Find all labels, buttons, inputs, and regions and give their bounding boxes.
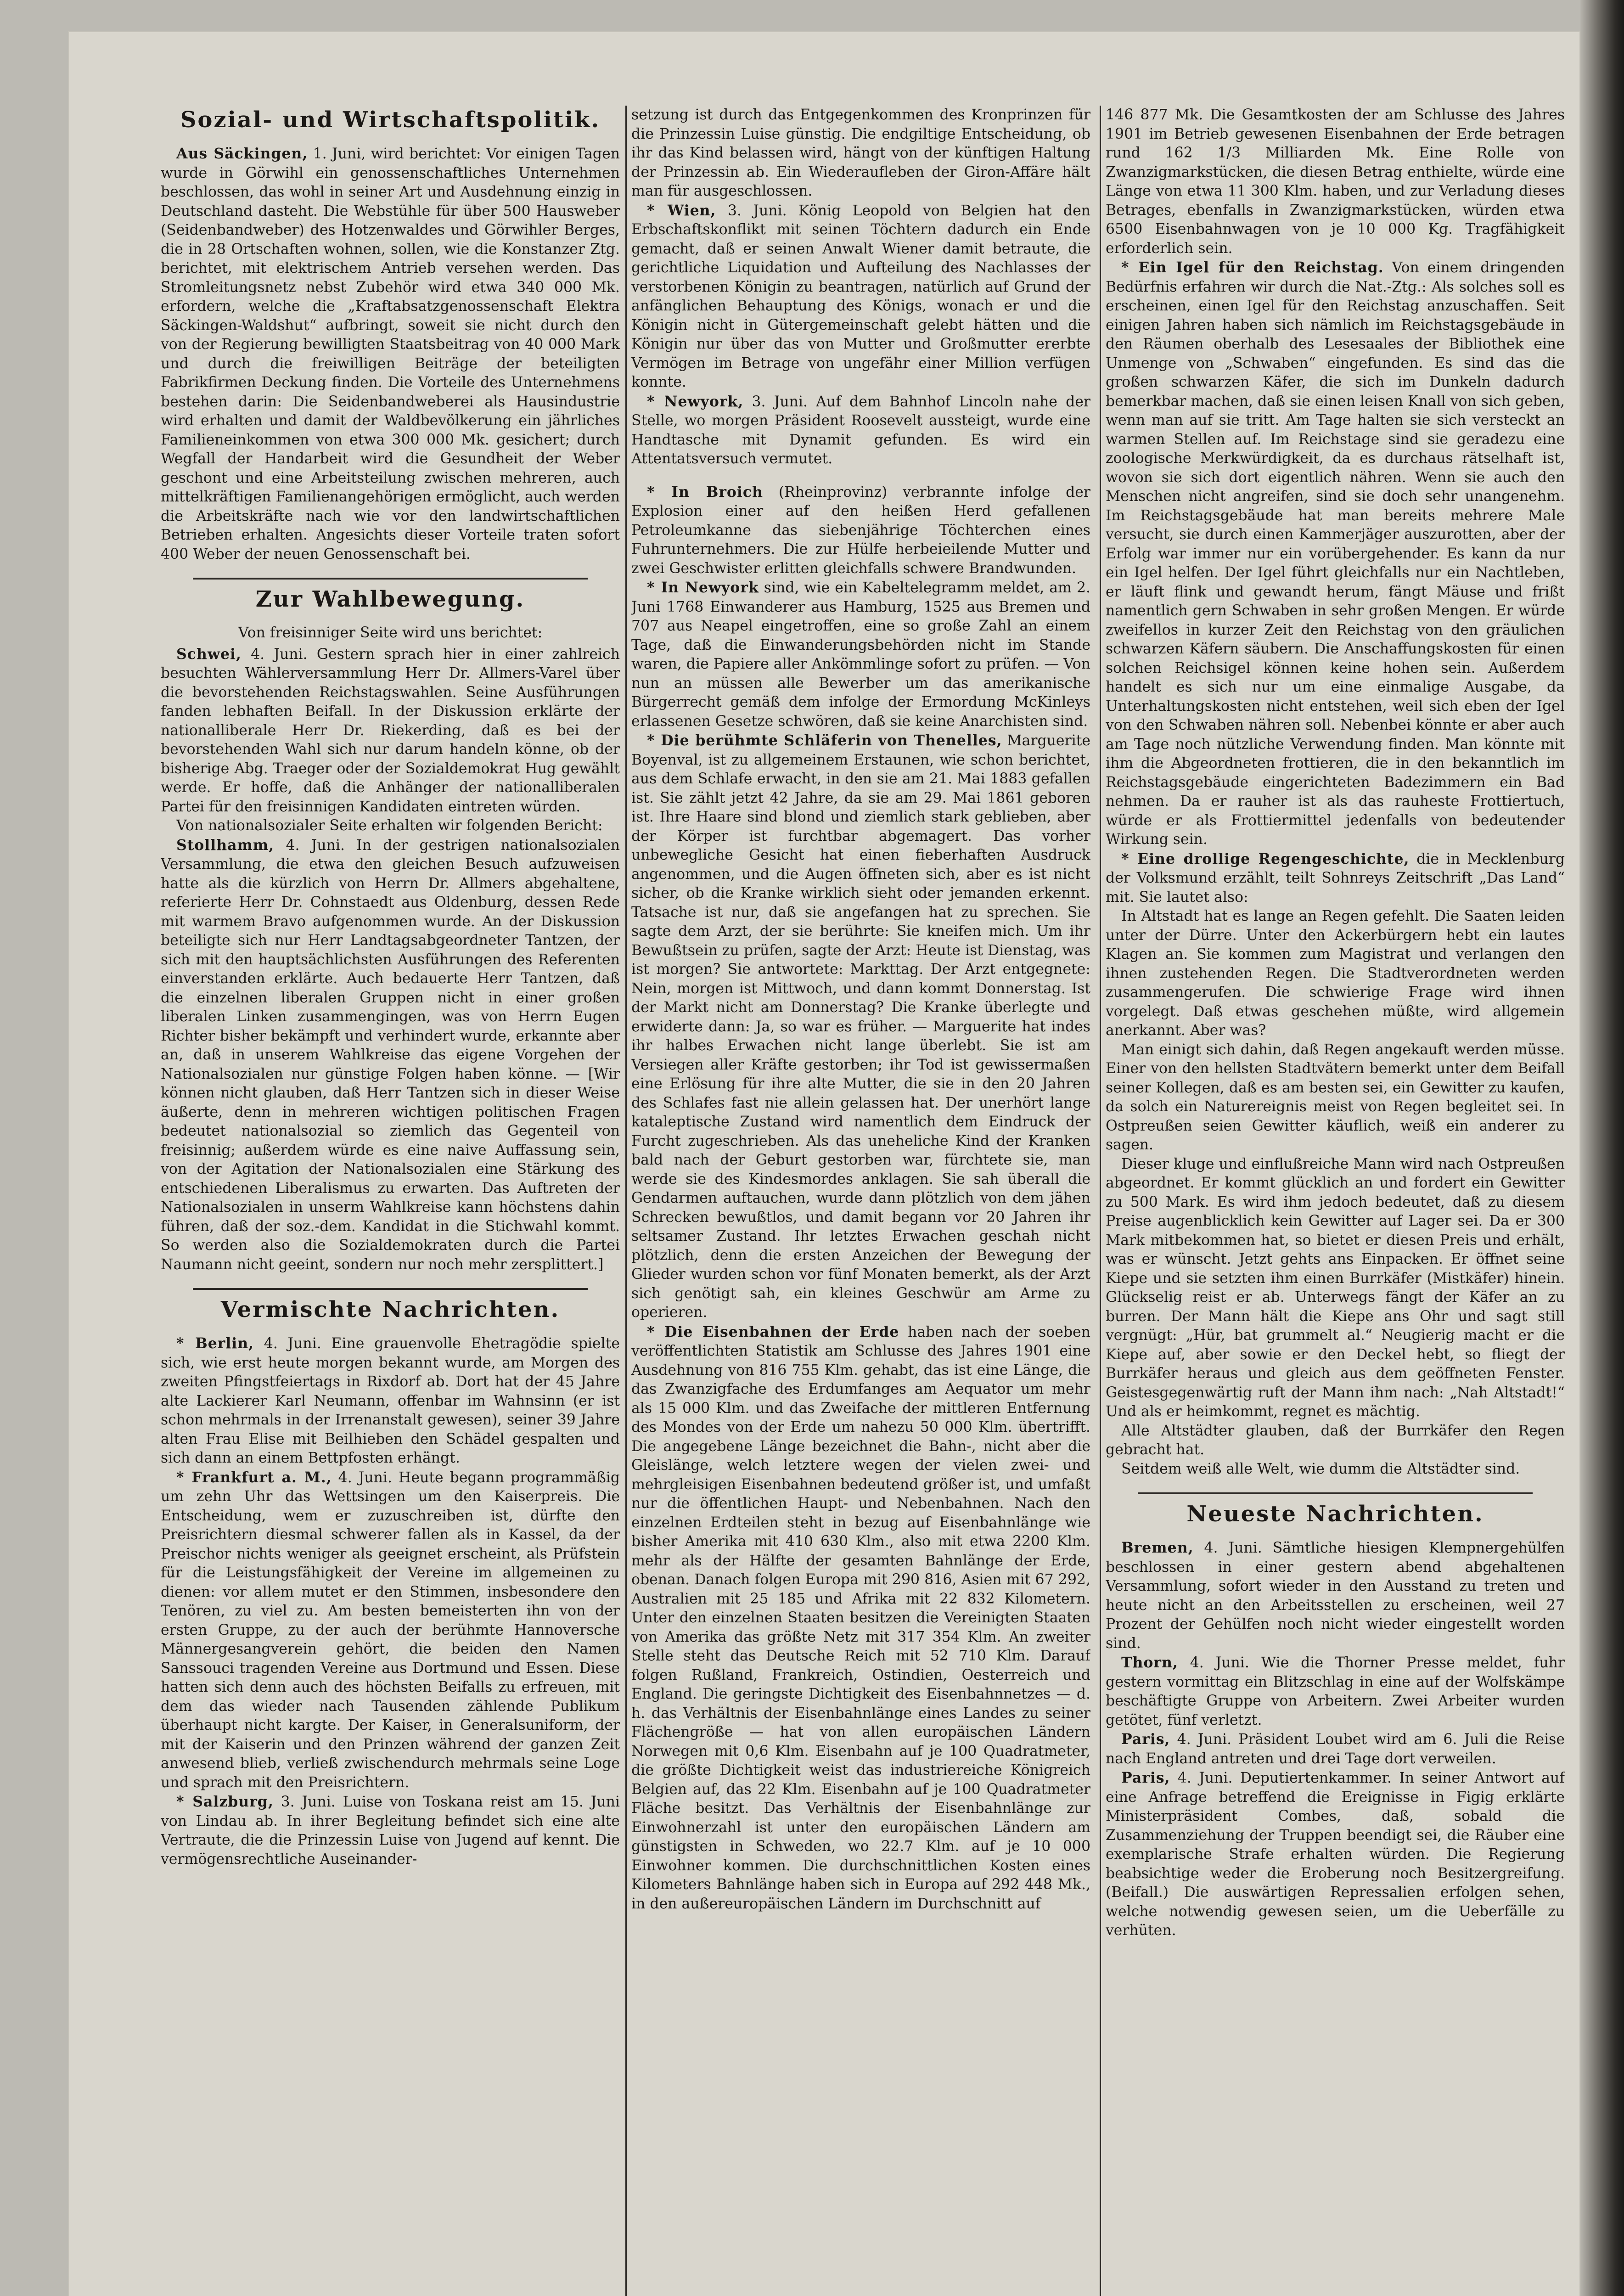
article-dateline: * Salzburg, — [176, 1793, 274, 1810]
article-text: Von nationalsozialer Seite erhalten wir folgenden Bericht: — [176, 817, 603, 834]
article-dateline: * Eine drollige Regengeschichte, — [1121, 850, 1410, 867]
article-dateline: * Die Eisenbahnen der Erde — [647, 1323, 899, 1340]
column-rule — [1100, 106, 1101, 2296]
article-dateline: Paris, — [1121, 1769, 1170, 1786]
article — [1106, 850, 1565, 907]
article — [1106, 1730, 1565, 1768]
article-dateline: Aus Säckingen, — [176, 145, 308, 162]
article — [1106, 1041, 1565, 1155]
article — [161, 1334, 620, 1468]
article-text: 3. Juni. König Leopold von Belgien hat den Erbschaftskonflikt mit seinen Töchtern dadurch ein Ende gemacht, daß er seinen Anwalt Wiener damit betraute, die gerichtliche Liquidation und Aufteilung des Nachlasses der verstorbenen Königin zu beantragen, natürlich auf Grund der anfänglichen Behauptung des Königs, wonach er und die Königin nicht in Gütergemeinschaft gelebt hätten und die Königin nur über das von Mutter und Großmutter ererbte Vermögen im Betrage von ungefähr einer Million verfügen konnte. — [631, 202, 1090, 390]
article — [1106, 1422, 1565, 1460]
article-text: 4. Juni. Sämtliche hiesigen Klempnergehülfen beschlossen in einer gestern abend abgehaltenen Versammlung, sofort wieder in den Ausstand zu treten und heute nicht an den Arbeitsstellen zu erscheinen, weil 27 Prozent der Gehülfen noch nicht wieder eingestellt worden sind. — [1106, 1540, 1565, 1652]
column-3 — [1106, 106, 1565, 2296]
article-text: Seitdem weiß alle Welt, wie dumm die Altstädter sind. — [1121, 1460, 1520, 1477]
article-text: Alle Altstädter glauben, daß der Burrkäfer den Regen gebracht hat. — [1106, 1422, 1565, 1458]
section-intro: Von freisinniger Seite wird uns berichtet: — [238, 625, 543, 641]
article-text: 4. Juni. Präsident Loubet wird am 6. Juli die Reise nach England antreten und drei Tage dort verweilen. — [1106, 1731, 1565, 1767]
article — [161, 645, 620, 817]
article — [1106, 1538, 1565, 1653]
article — [161, 1792, 620, 1869]
book-spine-shadow — [1580, 0, 1624, 2296]
article-text: Man einigt sich dahin, daß Regen angekauft werden müsse. Einer von den hellsten Stadtvätern bemerkt unter dem Beifall seiner Kollegen, daß es am besten sei, ein Gewitter zu kaufen, da solch ein Naturereignis meist von Regen begleitet sei. In Ostpreußen seien Gewitter käuflich, weiß ein anderer zu sagen. — [1106, 1041, 1565, 1153]
article-dateline: * Ein Igel für den Reichstag. — [1121, 259, 1384, 276]
article-text: 4. Juni. In der gestrigen nationalsozialen Versammlung, die etwa den gleichen Besuch aufzuweisen hatte als die kürzlich von Herrn Dr. Allmers abgehaltene, referierte Herr Dr. Cohnstaedt aus Oldenburg, dessen Rede mit warmem Bravo aufgenommen wurde. An der Diskussion beteiligte sich nur Herr Landtagsabgeordneter Tantzen, der sich mit den hauptsächlichsten Ausführungen des Referenten einverstanden erklärte. Auch bedauerte Herr Tantzen, daß die einzelnen liberalen Gruppen nicht in einer großen liberalen Linken zusammengingen, was von Herrn Eugen Richter bisher bekämpft und verhindert wurde, erkannte aber an, daß in unserem Wahlkreise das eigene Vorgehen der Nationalsozialen nur günstige Folgen haben könne. — [Wir können nicht glauben, daß Herr Tantzen sich in dieser Weise äußerte, denn in mehreren wichtigen politischen Fragen bedeutet nationalsozial so ziemlich das Gegenteil von freisinnig; außerdem würde es eine naive Auffassung sein, von der Agitation der Nationalsozialen eine Stärkung des entschiedenen Liberalismus zu erwarten. Das Auftreten der Nationalsozialen in unserm Wahlkreise kann höchstens dahin führen, daß der soz.-dem. Kandidat in die Stichwahl kommt. So werden also die Sozialdemokraten durch die Partei Naumann nicht geeint, sondern nur noch mehr zersplittert.] — [161, 837, 620, 1273]
section-title: Sozial- und Wirtschaftspolitik. — [180, 107, 601, 133]
article-dateline: Bremen, — [1121, 1539, 1194, 1556]
article — [631, 1322, 1090, 1914]
article-dateline: * Die berühmte Schläferin von Thenelles, — [647, 732, 1002, 749]
article-text: haben nach der soeben veröffentlichten Statistik am Schlusse des Jahres 1901 eine Ausdehnung von 816 755 Klm. gehabt, das ist eine Länge, die das Zwanzigfache des Erdumfanges am Aequator um mehr als 15 000 Klm. und das Zweifache der mittleren Entfernung des Mondes von der Erde um nahezu 50 000 Klm. übertrifft. Die angegebene Länge bezeichnet die Bahn-, nicht aber die Gleislänge, welch letztere wegen der vielen zwei- und mehrgleisigen Eisenbahnen bedeutend größer ist, und umfaßt nur die öffentlichen Haupt- und Nebenbahnen. Nach den einzelnen Erdteilen steht in bezug auf Eisenbahnlänge wie bisher Amerika mit 410 630 Klm., also mit etwa 2200 Klm. mehr als der Hälfte der gesamten Bahnlänge der Erde, obenan. Danach folgen Europa mit 290 816, Asien mit 67 292, Australien mit 25 185 und Afrika mit 22 832 Kilometern. Unter den einzelnen Staaten besitzen die Vereinigten Staaten von Amerika das größte Netz mit 317 354 Klm. An zweiter Stelle steht das Deutsche Reich mit 52 710 Klm. Darauf folgen Rußland, Frankreich, Ostindien, Oesterreich und England. Die geringste Dichtigkeit des Eisenbahnnetzes — d. h. das Verhältnis der Eisenbahnlänge eines Landes zu seiner Flächengröße — hat von allen europäischen Ländern Norwegen mit 0,6 Klm. Eisenbahn auf je 100 Quadratmeter, die größte Dichtigkeit weist das industriereiche Königreich Belgien auf, das 22 Klm. Eisenbahn auf je 100 Quadratmeter Fläche besitzt. Das Verhältnis der Eisenbahnlänge zur Einwohnerzahl ist unter den europäischen Ländern am günstigsten in Schweden, wo 22.7 Klm. auf je 10 000 Einwohner kommen. Die durchschnittlichen Kosten eines Kilometers Bahnlänge haben sich in Europa auf 292 448 Mk., in den außereuropäischen Ländern im Durchschnitt auf — [631, 1323, 1090, 1912]
article-text: 1. Juni, wird berichtet: Vor einigen Tagen wurde in Görwihl ein genossenschaftliches Unternehmen beschlossen, das wohl in seiner Art und Ausdehnung einzig in Deutschland dasteht. Die Webstühle für über 500 Hausweber (Seidenbandweber) des Hotzenwaldes und Görwihler Berges, die in 28 Ortschaften wohnen, sollen, wie die Konstanzer Ztg. berichtet, mit elektrischem Antrieb versehen werden. Das Stromleitungsnetz nebst Zubehör wird etwa 340 000 Mk. erfordern, welche die „Kraftabsatzgenossenschaft Elektra Säckingen-Waldshut“ aufbringt, soweit sie nicht durch den von der Regierung bewilligten Staatsbeitrag von 40 000 Mark und durch die freiwilligen Beiträge der beteiligten Fabrikfirmen Deckung finden. Die Vorteile des Unternehmens bestehen darin: Die Seidenbandweberei als Hausindustrie wird erhalten und damit der Waldbevölkerung ein jährliches Familieneinkommen von etwa 300 000 Mk. gesichert; durch Wegfall der Handarbeit wird die Gesundheit der Weber geschont und eine Arbeitsteilung zwischen mehreren, auch mittelkräftigen Familienangehörigen ermöglicht, auch werden die Arbeitskräfte nach wie vor den landwirtschaftlichen Betrieben erhalten. Angesichts dieser Vorteile traten sofort 400 Weber der neuen Genossenschaft bei. — [161, 146, 620, 563]
section-title: Vermischte Nachrichten. — [220, 1297, 560, 1322]
article-dateline: * Berlin, — [176, 1335, 254, 1352]
article-text: (Rheinprovinz) verbrannte infolge der Explosion einer auf den heißen Herd gefallenen Petroleumkanne das siebenjährige Töchterchen eines Fuhrunternehmers. Die zur Hülfe herbeieilende Mutter und zwei Geschwister erlitten gleichfalls schwere Brandwunden. — [631, 484, 1090, 577]
article-dateline: * In Broich — [647, 483, 763, 501]
article-text: In Altstadt hat es lange an Regen gefehlt. Die Saaten leiden unter der Dürre. Unter den Ackerbürgern hebt ein lautes Klagen an. Sie kommen zum Magistrat und verlangen den ihnen zustehenden Regen. Die Stadtverordneten werden zusammengerufen. Die schwierige Frage wird ihnen vorgelegt. Daß etwas geschehen müßte, wird allgemein anerkannt. Aber was? — [1106, 908, 1565, 1039]
article — [631, 392, 1090, 469]
article — [161, 1468, 620, 1793]
article-dateline: * Newyork, — [647, 393, 744, 410]
column-2 — [631, 106, 1090, 2296]
article-text: 4. Juni. Gestern sprach hier in einer zahlreich besuchten Wählerversammlung Herr Dr. Allmers-Varel über die bevorstehenden Reichstagswahlen. Seine Ausführungen fanden lebhaften Beifall. In der Diskussion erklärte der nationalliberale Herr Dr. Riekerding, daß es bei der bevorstehenden Wahl sich nur darum handeln könne, ob der bisherige Abg. Traeger oder der Sozialdemokrat Hug gewählt werde. Er hoffe, daß die Anhänger der nationalliberalen Partei für den freisinnigen Kandidaten eintreten würden. — [161, 646, 620, 815]
article-text: sind, wie ein Kabeltelegramm meldet, am 2. Juni 1768 Einwanderer aus Hamburg, 1525 aus Bremen und 707 aus Neapel eingetroffen, eine so große Zahl an einem Tage, daß die Einwanderungsbehörden nicht im Stande waren, die Papiere aller Ankömmlinge sofort zu prüfen. — Von nun an müssen alle Bewerber um das amerikanische Bürgerrecht gemäß dem infolge der Ermordung McKinleys erlassenen Gesetze schwören, daß sie keine Anarchisten sind. — [631, 580, 1090, 730]
article — [161, 144, 620, 564]
article-dateline: Paris, — [1121, 1731, 1170, 1748]
article — [1106, 1768, 1565, 1941]
article — [1106, 1155, 1565, 1422]
article-dateline: * Frankfurt a. M., — [176, 1469, 332, 1486]
newspaper-page — [69, 32, 1579, 2296]
section-title: Neueste Nachrichten. — [1186, 1501, 1484, 1527]
article — [631, 731, 1090, 1322]
section-divider — [1138, 1492, 1533, 1494]
article-text: 3. Juni. Luise von Toskana reist am 15. Juni von Lindau ab. In ihrer Begleitung befindet sich eine alte Vertraute, die die Prinzessin Luise von Jugend auf kennt. Die vermögensrechtliche Auseinander- — [161, 1794, 620, 1868]
article-dateline: Schwei, — [176, 645, 242, 663]
article-text: Marguerite Boyenval, ist zu allgemeinem Erstaunen, wie schon berichtet, aus dem Schlafe erwacht, in den sie am 21. Mai 1883 gefallen ist. Sie zählt jetzt 42 Jahre, da sie am 29. Mai 1861 geboren ist. Ihre Haare sind blond und ziemlich stark geblieben, aber der Körper ist furchtbar abgemagert. Das vorher unbewegliche Gesicht hat einen fieberhaften Ausdruck angenommen, und die Augen öffneten sich, aber es ist nicht sicher, ob die Kranke wirklich sieht oder jemanden erkennt. Tatsache ist nur, daß sie angefangen hat zu sprechen. Sie sagte dem Arzt, der sie berührte: Sie kneifen mich. Um ihr Bewußtsein zu prüfen, sagte der Arzt: Heute ist Dienstag, was ist morgen? Sie antwortete: Markttag. Der Arzt entgegnete: Nein, morgen ist Mittwoch, und dann kommt Donnerstag. Ist der Markt nicht am Donnerstag? Die Kranke überlegte und erwiderte dann: Ja, so war es früher. — Marguerite hat indes ihr halbes Erwachen nicht lange überlebt. Sie ist am Versiegen aller Kräfte gestorben; ihr Tod ist gewissermaßen eine Erlösung für ihre alte Mutter, die sie in den 20 Jahren des Schlafes fast nie allein gelassen hat. Der unerhört lange kataleptische Zustand wird namentlich dem Eindruck der Furcht zugeschrieben. Als das uneheliche Kind der Kranken bald nach der Geburt gestorben war, fürchtete sie, man werde sie des Kindesmordes anklagen. Sie sah überall die Gendarmen auftauchen, wurde dann plötzlich von dem jähen Schrecken bewußtlos, und damit begann vor 20 Jahren ihr seltsamer Zustand. Ihr letztes Erwachen geschah nicht plötzlich, denn die ersten Anzeichen der Bewegung der Glieder wurden schon vor fünf Monaten bemerkt, als der Arzt sich genötigt sah, ein kleines Geschwür am Arme zu operieren. — [631, 732, 1090, 1321]
column-rule — [625, 106, 627, 2296]
article — [631, 106, 1090, 201]
article — [631, 483, 1090, 579]
article — [1106, 258, 1565, 850]
article-dateline: * In Newyork — [647, 579, 759, 596]
article-text: 146 877 Mk. Die Gesamtkosten der am Schlusse des Jahres 1901 im Betrieb gewesenen Eisenbahnen der Erde betragen rund 162 1/3 Milliarden Mk. Eine Rolle von Zwanzigmarkstücken, die diesen Betrag enthielte, würde eine Länge von etwa 11 300 Klm. haben, und zur Verladung dieses Betrages, ebenfalls in Zwanzigmarkstücken, würden etwa 6500 Eisenbahnwagen von je 10 000 Kg. Tragfähigkeit erforderlich sein. — [1106, 107, 1565, 257]
article — [631, 578, 1090, 731]
article-text: 4. Juni. Deputiertenkammer. In seiner Antwort auf eine Anfrage betreffend die Ereignisse in Figig erklärte Ministerpräsident Combes, daß, sobald die Zusammenziehung der Truppen beendigt sei, die Räuber eine exemplarische Strafe erhalten würden. Die Regierung beabsichtige weder die Eroberung noch Besitzergreifung. (Beifall.) Die auswärtigen Repressalien erfolgen sehen, welche notwendig gewesen seien, um die Ueberfälle zu verhüten. — [1106, 1770, 1565, 1939]
article — [1106, 1653, 1565, 1730]
article-dateline: Stollhamm, — [176, 836, 275, 854]
section-divider — [193, 1288, 588, 1290]
section-title: Zur Wahlbewegung. — [255, 586, 525, 612]
article-text: die in Mecklenburg der Volksmund erzählt, teilt Sohnreys Zeitschrift „Das Land“ mit. Sie lautet also: — [1106, 850, 1565, 906]
section-divider — [193, 578, 588, 580]
article — [161, 836, 620, 1275]
article-dateline: * Wien, — [647, 202, 716, 219]
column-1 — [161, 106, 620, 2296]
article-text: 4. Juni. Eine grauenvolle Ehetragödie spielte sich, wie erst heute morgen bekannt wurde, am Morgen des zweiten Pfingstfeiertags in Rixdorf ab. Dort hat der 45 Jahre alte Lackierer Karl Neumann, offenbar im Wahnsinn (er ist schon mehrmals in der Irrenanstalt gewesen), seiner 39 Jahre alten Frau Elise mit Beilhieben den Schädel gespalten und sich dann an einem Bettpfosten erhängt. — [161, 1335, 620, 1466]
article — [161, 816, 620, 836]
article-text: setzung ist durch das Entgegenkommen des Kronprinzen für die Prinzessin Luise günstig. Die endgiltige Entscheidung, ob ihr das Kind belassen wird, hängt von der künftigen Haltung der Prinzessin ab. Ein Wiederaufleben der Giron-Affäre hält man für ausgeschlossen. — [631, 107, 1090, 199]
article-text: Von einem dringenden Bedürfnis erfahren wir durch die Nat.-Ztg.: Als solches soll es erscheinen, einen Igel für den Reichstag anzuschaffen. Seit einigen Jahren haben sich nämlich im Reichstagsgebäude in den Räumen oberhalb des Lesesaales der Bibliothek eine Unmenge von „Schwaben“ eingefunden. Es sind das die großen schwarzen Käfer, die sich im Dunkeln dadurch bemerkbar machen, daß sie einen leisen Knall von sich geben, wenn man auf sie tritt. Am Tage halten sie sich versteckt an warmen Stellen auf. Im Reichstage sind sie geradezu eine zoologische Merkwürdigkeit, da es durchaus rätselhaft ist, wovon sie sich dort eigentlich nähren. Wenn sie auch den Menschen nicht angreifen, sind sie doch sehr unangenehm. Im Reichstagsgebäude hat man bereits mehrere Male versucht, sie durch einen Kammerjäger auszurotten, aber der Erfolg war immer nur ein vorübergehender. Es kann da nur ein Igel helfen. Der Igel führt gleichfalls nur ein Nachtleben, er läuft flink und gewandt herum, fängt Mäuse und frißt namentlich gern Schwaben in sehr großen Mengen. Er würde zweifellos in kurzer Zeit den Reichstag von den gräulichen schwarzen Käfern säubern. Die Anschaffungskosten für einen solchen Reichsigel können keine hohen sein. Außerdem handelt es sich nur um eine einmalige Ausgabe, da Unterhaltungskosten nicht entstehen, weil sich eben der Igel von den Schwaben nähren soll. Nebenbei könnte er aber auch am Tage noch nützliche Verwendung finden. Man könnte mit ihm die Abgeordneten frottieren, die in den bekanntlich im Reichstagsgebäude eingerichteten Badezimmern ein Bad nehmen. Da er rauher ist als das rauheste Frottiertuch, würde er als Frottiermittel jedenfalls von bedeutender Wirkung sein. — [1106, 259, 1565, 848]
article-text: 4. Juni. Heute begann programmäßig um zehn Uhr das Wettsingen um den Kaiserpreis. Die Entscheidung, wem er zuzuschreiben ist, dürfte den Preisrichtern diesmal schwerer fallen als in Kassel, da der Preischor nichts weniger als geeignet erscheint, als Prüfstein für die Leistungsfähigkeit der Vereine im allgemeinen zu dienen: vor allem mutet er den Stimmen, insbesondere den Tenören, zu viel zu. Am besten bemeisterten ihn von der ersten Gruppe, zu der auch der berühmte Hannoversche Männergesangverein gehört, die beiden den Namen Sanssouci tragenden Vereine aus Dortmund und Essen. Diese hatten sich denn auch des höchsten Beifalls zu erfreuen, mit dem das wieder nach Tausenden zählende Publikum überhaupt nicht kargte. Der Kaiser, in Generalsuniform, der mit der Kaiserin und den Prinzen während der ganzen Zeit anwesend blieb, verließ zwischendurch mehrmals seine Loge und sprach mit den Preisrichtern. — [161, 1469, 620, 1791]
article-text: 4. Juni. Wie die Thorner Presse meldet, fuhr gestern vormittag ein Blitzschlag in eine auf der Wolfskämpe beschäftigte Gruppe von Arbeitern. Zwei Arbeiter wurden getötet, fünf verletzt. — [1106, 1654, 1565, 1728]
article-text: 3. Juni. Auf dem Bahnhof Lincoln nahe der Stelle, wo morgen Präsident Roosevelt aussteigt, wurde eine Handtasche mit Dynamit gefunden. Es wird ein Attentatsversuch vermutet. — [631, 393, 1090, 467]
article-text: Dieser kluge und einflußreiche Mann wird nach Ostpreußen abgeordnet. Er kommt glücklich an und fordert ein Gewitter zu 500 Mark. Es wird ihm jedoch bedeutet, daß zu diesem Preise augenblicklich kein Gewitter auf Lager sei. Da er 300 Mark mitbekommen hat, so bietet er diesen Preis und erhält, was er wünscht. Jetzt gehts ans Einpacken. Er öffnet seine Kiepe und sie setzten ihm einen Burrkäfer (Mistkäfer) hinein. Glückselig reist er ab. Unterwegs fängt der Käfer an zu burren. Der Mann hält die Kiepe ans Ohr und sagt still vergnügt: „Hür, bat grummelt al.“ Neugierig macht er die Kiepe auf, aber sowie er den Deckel hebt, so fliegt der Burrkäfer heraus und gleich aus dem geöffneten Fenster. Geistesgegenwärtig ruft der Mann ihm nach: „Nah Altstadt!“ Und als er heimkommt, regnet es mächtig. — [1106, 1155, 1565, 1420]
article — [631, 201, 1090, 392]
article — [1106, 1460, 1565, 1479]
article-dateline: Thorn, — [1121, 1654, 1178, 1671]
article — [1106, 106, 1565, 258]
article — [1106, 907, 1565, 1041]
